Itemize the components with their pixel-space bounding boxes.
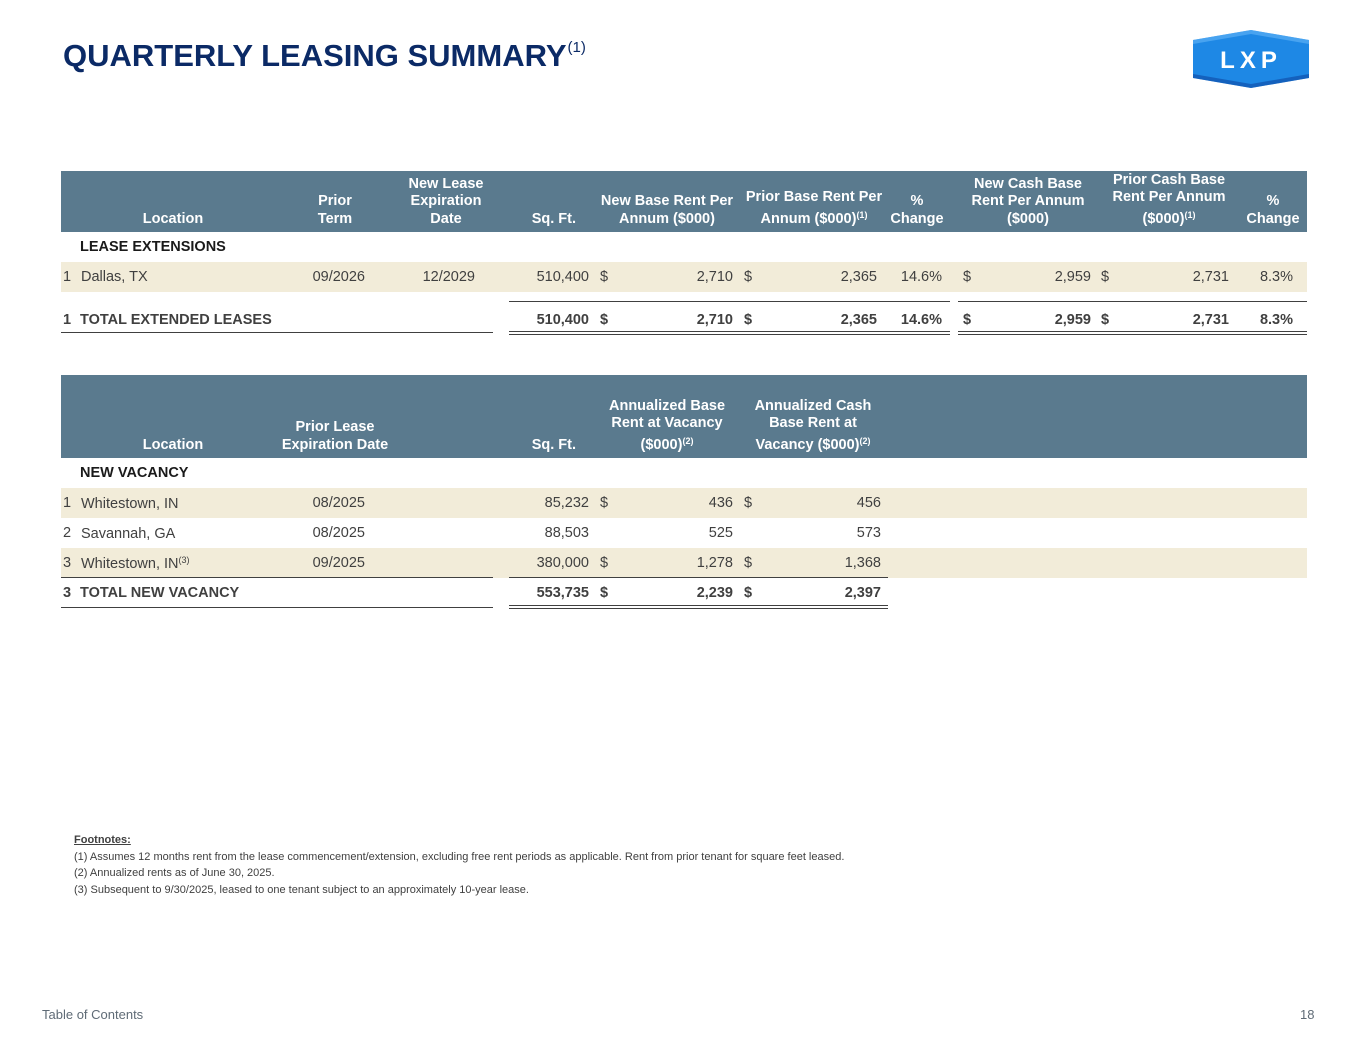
total-currency: $ [1101,312,1110,328]
total-currency: $ [963,312,972,328]
row-prior-expiration: 09/2025 [312,555,365,571]
title-footnote-ref: (1) [567,39,586,56]
table-of-contents-link[interactable]: Table of Contents [42,1007,144,1022]
total-prior-base-rent: 2,365 [840,312,877,328]
total-underline [61,332,493,333]
col-header-location: Location [142,210,204,227]
total-double-underline [509,331,950,335]
total-currency: $ [600,585,609,601]
row-sqft: 380,000 [536,555,589,571]
row-currency: $ [744,495,753,511]
row-location: Dallas, TX [81,269,148,285]
total-double-underline [509,605,888,609]
total-sqft: 510,400 [536,312,589,328]
total-count: 1 [63,312,72,328]
total-pct-change-2: 8.3% [1259,312,1293,328]
row-annualized-base-rent: 525 [708,525,733,541]
row-annualized-base-rent: 436 [708,495,733,511]
table-row [61,518,1307,548]
table-row [61,548,1307,578]
row-sqft: 510,400 [536,269,589,285]
table-header [61,171,1307,232]
col-header-new-cash-rent: New Cash Base Rent Per Annum ($000) [971,175,1085,227]
total-annualized-cash-rent: 2,397 [844,585,881,601]
row-prior-cash-rent: 2,731 [1192,269,1229,285]
total-row [61,578,1307,608]
subtotal-line [958,301,1307,302]
col-header-new-base-rent: New Base Rent Per Annum ($000) [600,193,734,227]
row-currency: $ [1101,269,1110,285]
lease-extensions-table [61,171,1307,292]
section-label: LEASE EXTENSIONS [80,239,226,255]
row-pct-change-1: 14.6% [900,269,942,285]
footnote-3: (3) Subsequent to 9/30/2025, leased to one tenant subject to an approximately 10-year lease. [74,883,529,896]
subtotal-line [509,577,888,578]
row-currency: $ [600,495,609,511]
total-double-underline [958,331,1307,335]
row-prior-expiration: 08/2025 [312,525,365,541]
col-header-prior-term: Prior Term [317,193,353,227]
row-currency: $ [744,555,753,571]
total-pct-change-1: 14.6% [900,312,942,328]
table-row [61,488,1307,518]
row-prior-base-rent: 2,365 [840,269,877,285]
table-header [61,375,1307,458]
page-number: 18 [1300,1007,1315,1022]
col-header-prior-expiration: Prior Lease Expiration Date [281,419,389,453]
row-number: 2 [63,525,72,541]
footnote-2: (2) Annualized rents as of June 30, 2025. [74,867,275,879]
footnotes [74,832,844,898]
row-sqft: 85,232 [544,495,589,511]
row-currency: $ [600,555,609,571]
total-currency: $ [744,312,753,328]
total-underline [61,607,493,608]
row-currency: $ [963,269,972,285]
row-new-cash-rent: 2,959 [1054,269,1091,285]
col-header-prior-base-rent: Prior Base Rent Per Annum ($000)$^{(1)}$ [745,189,883,227]
footnotes-title: Footnotes: [74,834,131,846]
table-row [61,262,1307,292]
row-new-base-rent: 2,710 [696,269,733,285]
row-currency: $ [744,269,753,285]
row-number: 1 [63,495,72,511]
total-new-base-rent: 2,710 [696,312,733,328]
col-header-new-expiration: New Lease Expiration Date [408,175,484,227]
total-label: TOTAL NEW VACANCY [80,585,240,601]
section-row [61,232,1307,262]
row-prior-term: 09/2026 [312,269,365,285]
section-label: NEW VACANCY [80,465,189,481]
row-location: Savannah, GA [81,526,176,542]
subtotal-line [61,577,493,578]
row-number: 3 [63,555,72,571]
col-header-prior-cash-rent: Prior Cash Base Rent Per Annum ($000)$^{(1)}$ [1112,171,1226,227]
col-header-annualized-base-rent: Annualized Base Rent at Vacancy ($000)$^{(2)}$ [608,397,726,453]
row-annualized-cash-rent: 456 [856,495,881,511]
col-header-sqft: Sq. Ft. [531,436,576,453]
col-header-annualized-cash-rent: Annualized Cash Base Rent at Vacancy ($000)$^{(2)}$ [754,397,872,453]
subtotal-line [509,301,950,302]
total-annualized-base-rent: 2,239 [696,585,733,601]
row-number: 1 [63,269,72,285]
row-location: Whitestown, IN$^{(3)}$ [81,555,190,572]
row-annualized-cash-rent: 573 [856,525,881,541]
lxp-logo [1188,28,1314,90]
col-header-location: Location [142,436,204,453]
row-currency: $ [600,269,609,285]
row-prior-expiration: 08/2025 [312,495,365,511]
new-vacancy-table [61,375,1307,608]
section-row [61,458,1307,488]
logo-text: LXP [1220,47,1282,74]
total-sqft: 553,735 [536,585,589,601]
total-currency: $ [744,585,753,601]
total-count: 3 [63,585,72,601]
total-prior-cash-rent: 2,731 [1192,312,1229,328]
row-new-expiration: 12/2029 [422,269,475,285]
row-pct-change-2: 8.3% [1259,269,1293,285]
total-new-cash-rent: 2,959 [1054,312,1091,328]
row-location: Whitestown, IN [81,496,179,512]
footnote-1: (1) Assumes 12 months rent from the lease commencement/extension, excluding free rent periods as applicable. Rent from prior tenant for square feet leased. [74,850,845,863]
col-header-pct-change-1: % Change [890,193,944,227]
col-header-pct-change-2: % Change [1246,193,1300,227]
total-currency: $ [600,312,609,328]
row-annualized-cash-rent: 1,368 [844,555,881,571]
row-annualized-base-rent: 1,278 [696,555,733,571]
total-label: TOTAL EXTENDED LEASES [80,312,272,328]
page-title: QUARTERLY LEASING SUMMARY$^{(1)}$ [63,38,586,73]
col-header-sqft: Sq. Ft. [531,210,576,227]
row-sqft: 88,503 [544,525,589,541]
